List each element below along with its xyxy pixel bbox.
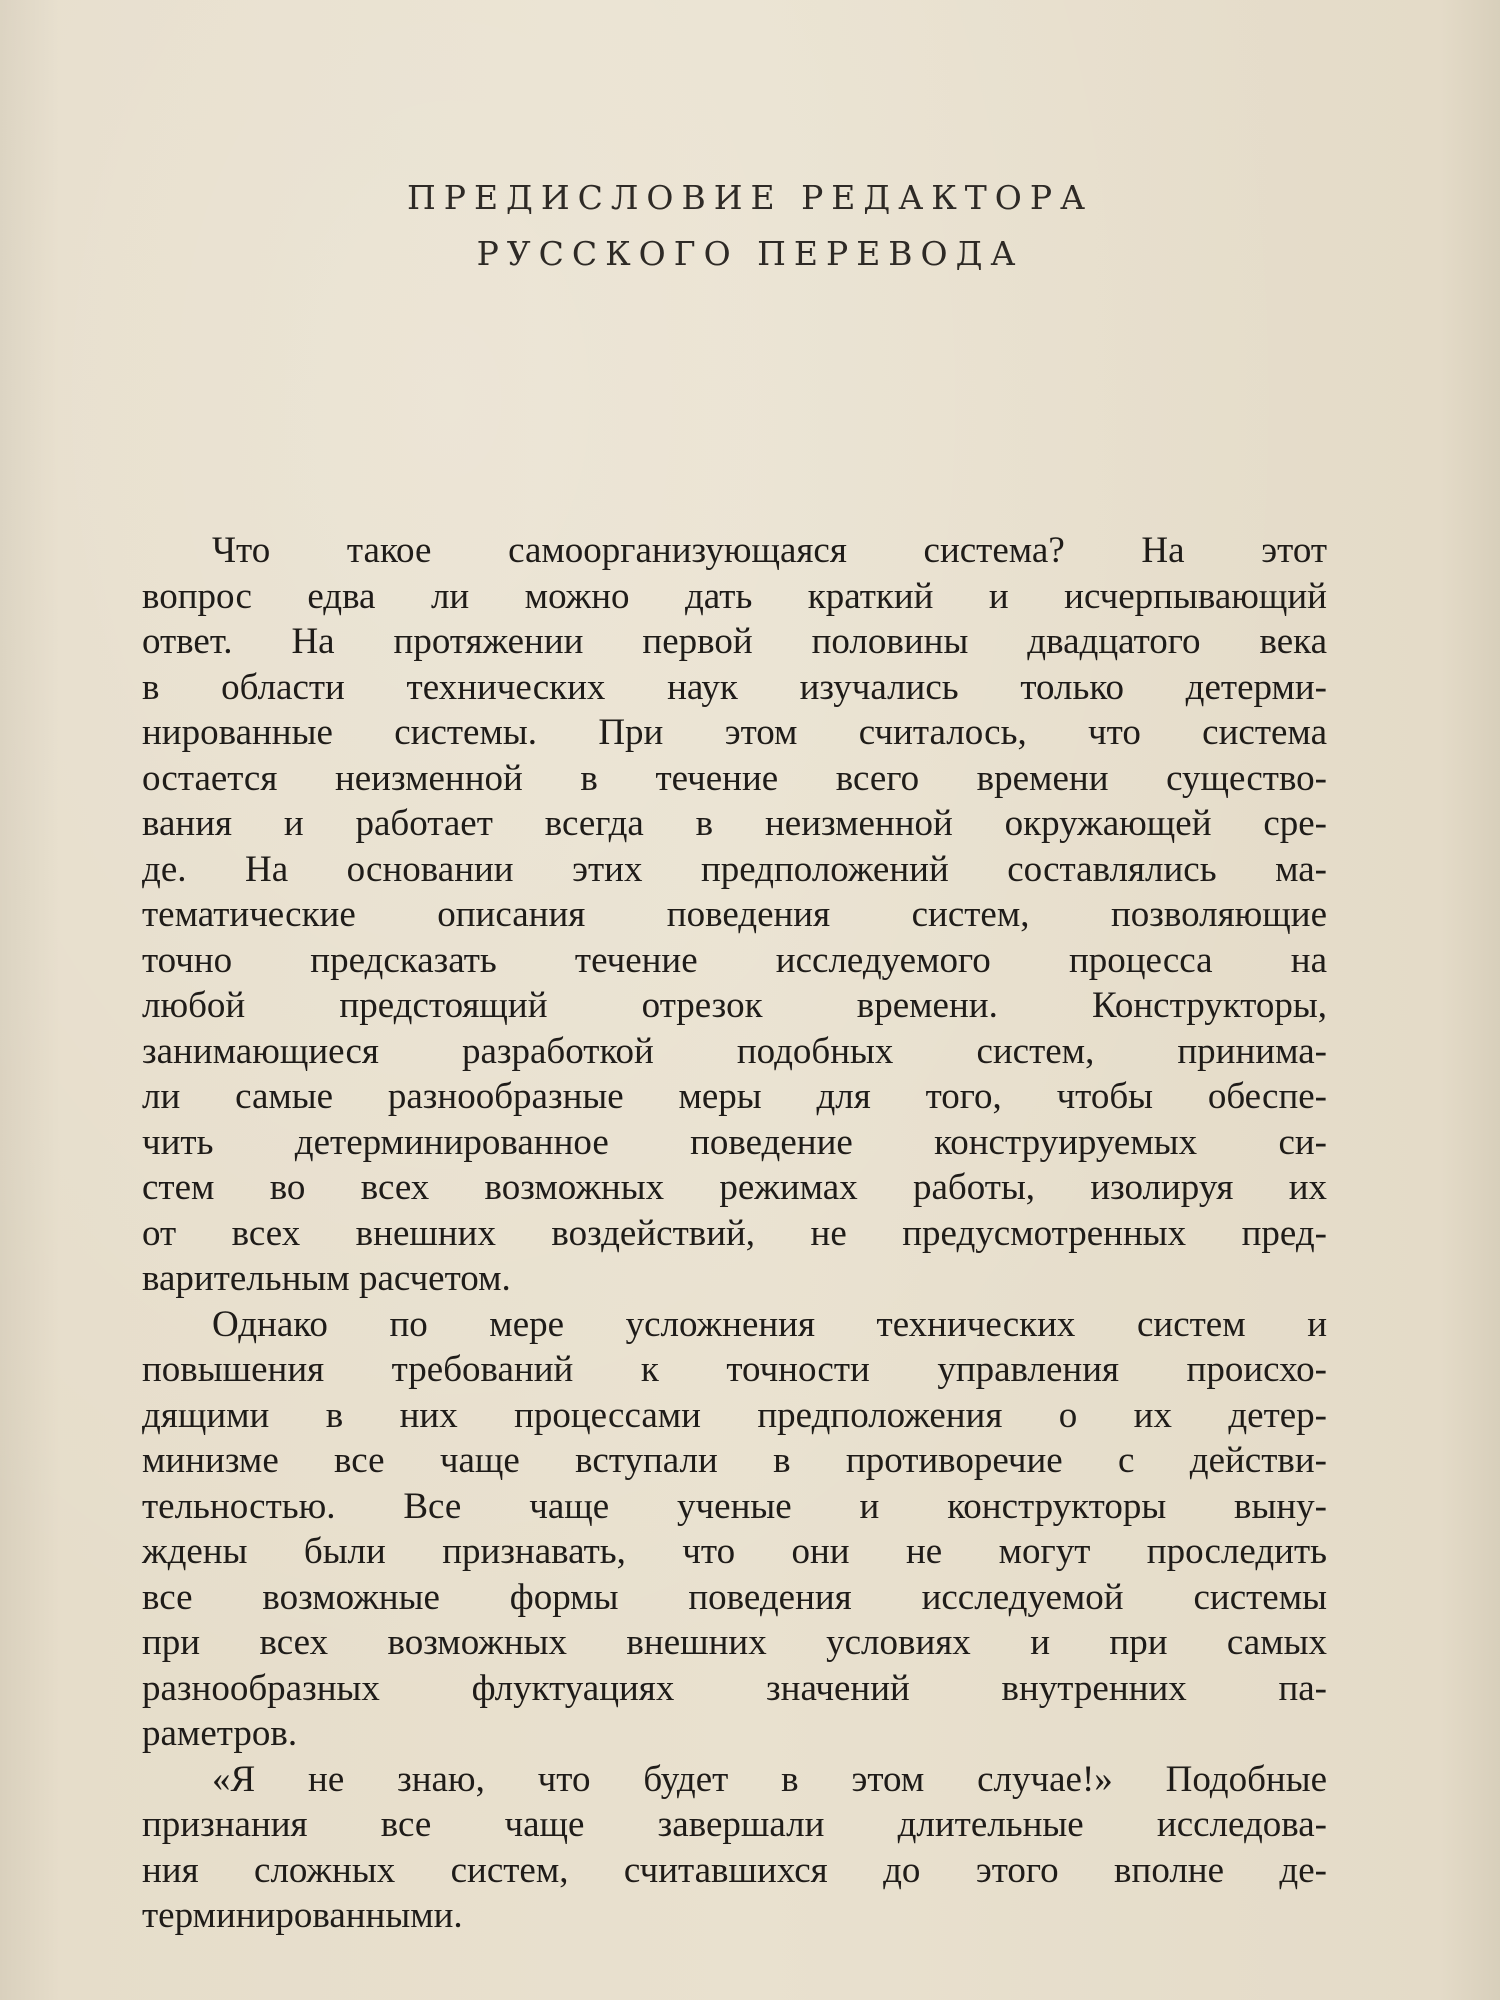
text-line: раметров. <box>142 1713 298 1754</box>
text-line: чить детерминированное поведение конструируемых си- <box>142 1121 1327 1163</box>
text-line: нированные системы. При этом считалось, что система <box>142 712 1327 753</box>
text-line: признания все чаще завершали длительные исследова- <box>142 1804 1327 1845</box>
text-line: занимающиеся разработкой подобных систем, принима- <box>142 1030 1327 1072</box>
text-line: ждены были признавать, что они не могут проследить <box>142 1531 1327 1572</box>
text-line: терминированными. <box>142 1895 463 1936</box>
text-line: в области технических наук изучались только детерми- <box>142 666 1327 708</box>
text-line: точно предсказать течение исследуемого процесса на <box>142 939 1327 981</box>
text-line: де. На основании этих предположений составлялись ма- <box>142 848 1327 890</box>
text-line: ответ. На протяжении первой половины двадцатого века <box>142 621 1327 662</box>
text-line: тематические описания поведения систем, позволяющие <box>142 894 1327 935</box>
text-line: повышения требований к точности управления происхо- <box>142 1349 1327 1390</box>
paragraph <box>142 1757 1327 1939</box>
text-line: от всех внешних воздействий, не предусмотренных пред- <box>142 1212 1327 1254</box>
text-line: тельностью. Все чаще ученые и конструкторы выну- <box>142 1485 1327 1527</box>
text-line: вания и работает всегда в неизменной окружающей сре- <box>142 803 1327 844</box>
text-line: любой предстоящий отрезок времени. Конструкторы, <box>142 985 1327 1026</box>
text-line: дящими в них процессами предположения о их детер- <box>142 1394 1327 1436</box>
text-line: Однако по мере усложнения технических систем и <box>212 1303 1327 1345</box>
text-line: разнообразных флуктуациях значений внутренних па- <box>142 1667 1327 1709</box>
text-line: «Я не знаю, что будет в этом случае!» Подобные <box>212 1758 1327 1800</box>
text-line: остается неизменной в течение всего времени существо- <box>142 757 1327 799</box>
text-line: минизме все чаще вступали в противоречие с действи- <box>142 1440 1327 1481</box>
text-line: все возможные формы поведения исследуемой системы <box>142 1576 1327 1618</box>
text-line: ния сложных систем, считавшихся до этого вполне де- <box>142 1849 1327 1891</box>
body-text <box>142 528 1327 1939</box>
heading-line-1: ПРЕДИСЛОВИЕ РЕДАКТОРА <box>406 178 1094 217</box>
chapter-heading <box>0 170 1500 282</box>
text-line: вопрос едва ли можно дать краткий и исчерпывающий <box>142 575 1327 617</box>
text-line: ли самые разнообразные меры для того, чтобы обеспе- <box>142 1076 1327 1117</box>
text-line: варительным расчетом. <box>142 1258 511 1299</box>
text-line: стем во всех возможных режимах работы, изолируя их <box>142 1167 1327 1208</box>
paragraph <box>142 528 1327 1302</box>
paragraph <box>142 1302 1327 1757</box>
heading-line-2: РУССКОГО ПЕРЕВОДА <box>476 234 1024 273</box>
text-line: при всех возможных внешних условиях и при самых <box>142 1622 1327 1663</box>
text-line: Что такое самоорганизующаяся система? На этот <box>212 530 1327 571</box>
